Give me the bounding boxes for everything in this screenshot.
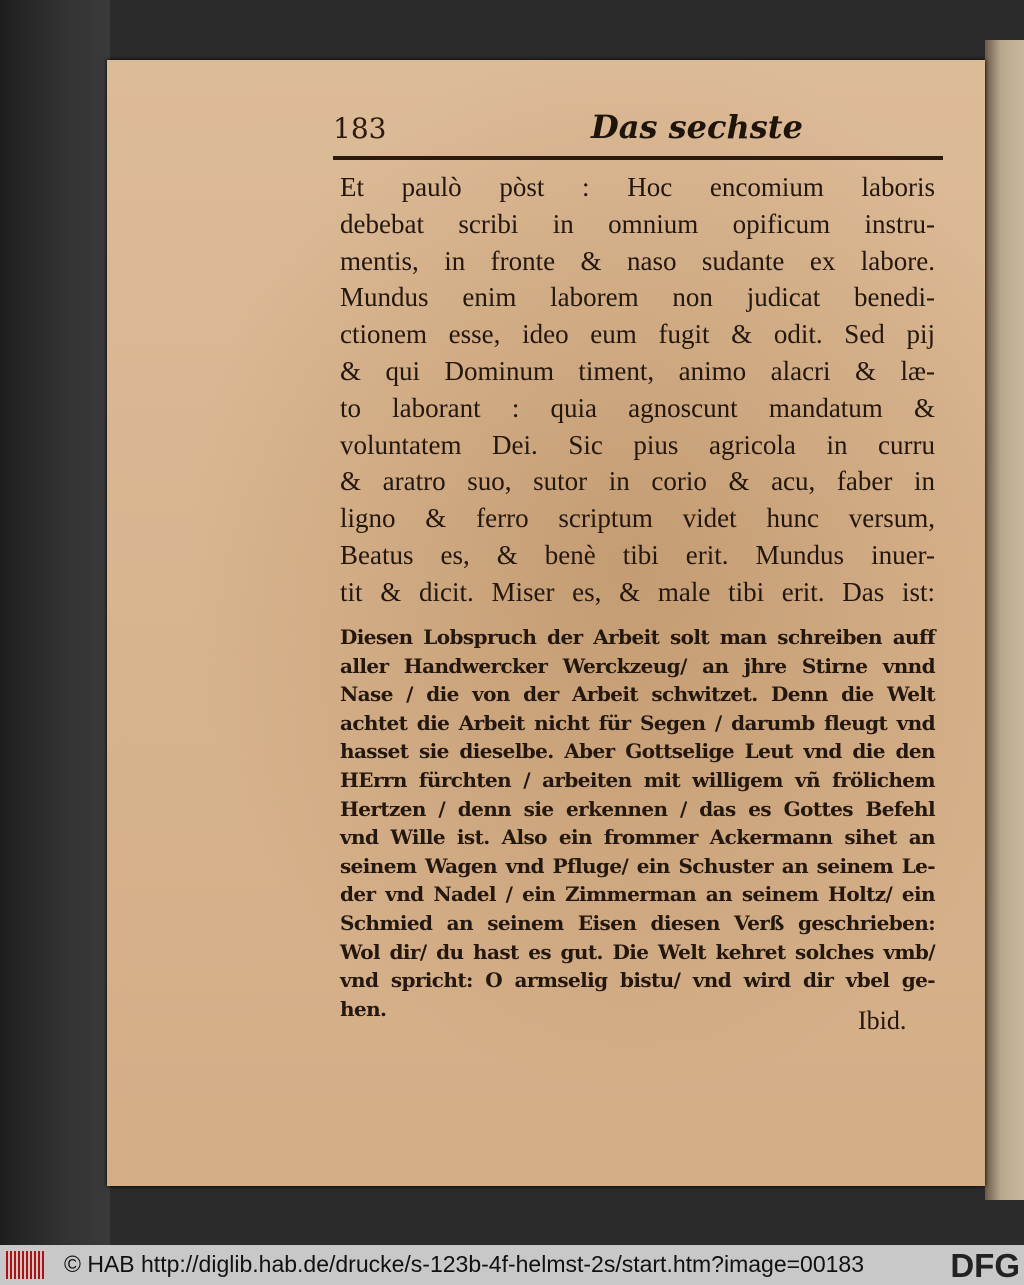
dfg-logo: DFG [950,1247,1020,1284]
latin-text-line: Beatus es, & benè tibi erit. Mundus inuer- [340,540,935,570]
german-text-line: Nase / die von der Arbeit schwitzet. Denn die Welt [340,682,935,707]
german-text-line: HErrn fürchten / arbeiten mit willigem vñ frölichem [340,768,935,792]
latin-text-line: tit & dicit. Miser es, & male tibi erit. Das ist: [340,576,935,607]
german-text-line: hen. [340,996,387,1021]
copyright-credit: © HAB http://diglib.hab.de/drucke/s-123b-4f-helmst-2s/start.htm?image=00183 [64,1251,865,1277]
latin-text-line: debebat scribi in omnium opificum instru- [340,208,935,239]
latin-text-line: ligno & ferro scriptum videt hunc versum, [340,503,935,534]
german-text-line: achtet die Arbeit nicht für Segen / darumb fleugt vnd [340,710,935,735]
latin-text-line: & aratro suo, sutor in corio & acu, faber in [340,466,935,497]
adjacent-page-edge [985,40,1024,1200]
scan-background [0,0,110,1245]
german-text-line: vnd Wille ist. Also ein frommer Ackermann sihet an [340,825,935,850]
german-text-line: vnd spricht: O armselig bistu/ vnd wird dir vbel ge- [340,968,935,993]
footer-bar [0,1245,1024,1285]
german-text-line: Wol dir/ du hast es gut. Die Welt kehret solches vmb/ [340,939,935,964]
german-text-line: Hertzen / denn sie erkennen / das es Gottes Befehl [340,796,935,821]
hab-logo-icon [6,1251,46,1279]
german-text-line: Diesen Lobspruch der Arbeit solt man schreiben auff [340,625,935,649]
page-number: 183 [333,112,387,145]
german-text-line: hasset sie dieselbe. Aber Gottselige Leut vnd die den [340,739,935,764]
latin-text-line: & qui Dominum timent, animo alacri & læ- [340,356,935,386]
german-text-line: aller Handwercker Werckzeug/ an jhre Stirne vnnd [340,653,935,678]
running-title: Das sechste [591,108,803,146]
citation: Ibid. [858,1006,907,1035]
latin-text-line: ctionem esse, ideo eum fugit & odit. Sed pij [340,319,935,350]
german-text-line: seinem Wagen vnd Pfluge/ ein Schuster an seinem Le- [340,853,935,878]
page-header [333,108,943,152]
header-rule [333,156,943,160]
latin-text-line: voluntatem Dei. Sic pius agricola in curru [340,429,935,460]
latin-text-line: Mundus enim laborem non judicat benedi- [340,282,935,313]
latin-text-line: to laborant : quia agnoscunt mandatum & [340,392,935,423]
german-text-line: Schmied an seinem Eisen diesen Verß geschrieben: [340,911,935,935]
latin-text-line: Et paulò pòst : Hoc encomium laboris [340,172,935,202]
latin-text-line: mentis, in fronte & naso sudante ex labore. [340,245,935,276]
german-text-line: der vnd Nadel / ein Zimmerman an seinem Holtz/ ein [340,882,935,907]
